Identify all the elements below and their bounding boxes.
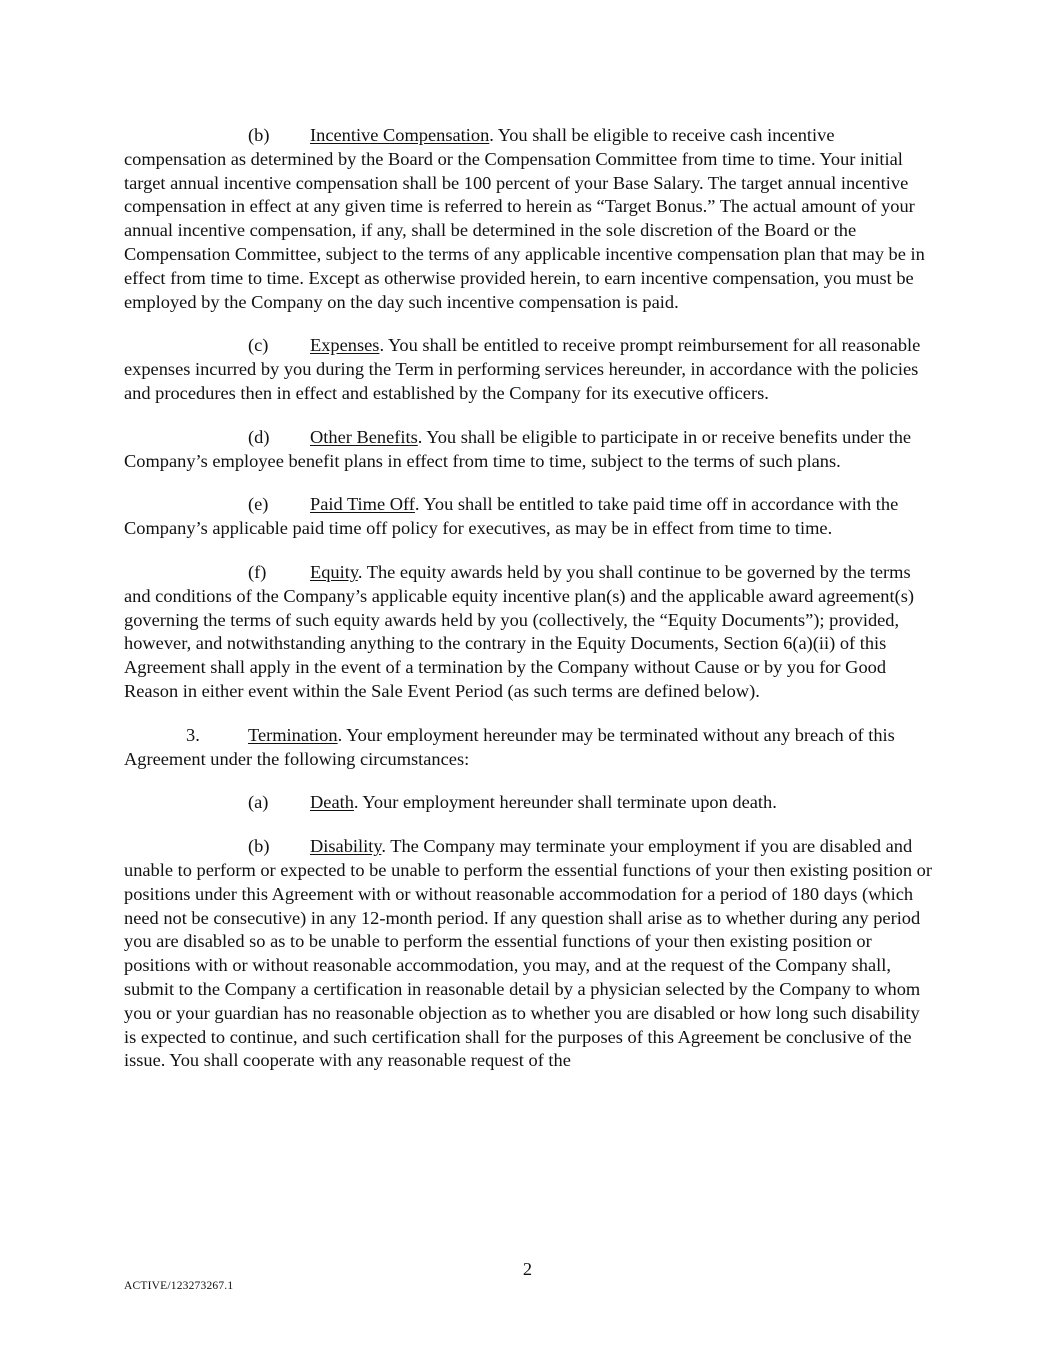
paragraph-2b-incentive-compensation xyxy=(124,124,932,314)
section-number: 3. xyxy=(186,724,200,745)
paragraph-label: (f) xyxy=(248,561,267,582)
paragraph-2f-equity xyxy=(124,561,932,704)
paragraph-text: . You shall be eligible to receive cash incentive compensation as determined by the Board or the Compensation Committee from time to time. Your initial target annual incentive compensation shall be 100 percent of your Base Salary. The target annual incentive compensation in effect at any given time is referred to herein as “Target Bonus.” The actual amount of your annual incentive compensation, if any, shall be determined in the sole discretion of the Board or the Compensation Committee, subject to the terms of any applicable incentive compensation plan that may be in effect from time to time. Except as otherwise provided herein, to earn incentive compensation, you must be employed by the Company on the day such incentive compensation is paid. xyxy=(124,125,925,312)
paragraph-3b-disability xyxy=(124,835,932,1073)
paragraph-heading: Other Benefits xyxy=(310,426,418,447)
paragraph-heading: Equity xyxy=(310,561,358,582)
paragraph-label: (e) xyxy=(248,494,269,515)
section-text: . Your employment hereunder may be terminated without any breach of this Agreement under the following circumstances: xyxy=(124,724,895,769)
paragraph-text: . You shall be entitled to receive prompt reimbursement for all reasonable expenses incurred by you during the Term in performing services hereunder, in accordance with the policies and procedures then in effect and established by the Company for its executive officers. xyxy=(124,335,921,403)
paragraph-label: (c) xyxy=(248,335,269,356)
paragraph-heading: Disability xyxy=(310,836,382,857)
paragraph-heading: Expenses xyxy=(310,335,380,356)
paragraph-3a-death xyxy=(124,791,932,815)
paragraph-2d-other-benefits xyxy=(124,426,932,474)
page-number: 2 xyxy=(522,1259,533,1279)
paragraph-label: (b) xyxy=(248,125,270,145)
paragraph-label: (a) xyxy=(248,792,269,813)
paragraph-text: . The equity awards held by you shall continue to be governed by the terms and conditions of the Company’s applicable equity incentive plan(s) and the applicable award agreement(s) governing the terms of such equity awards held by you (collectively, the “Equity Documents”); provided, however, and notwithstanding anything to the contrary in the Equity Documents, Section 6(a)(ii) of this Agreement shall apply in the event of a termination by the Company without Cause or by you for Good Reason in either event within the Sale Event Period (as such terms are defined below). xyxy=(124,561,915,701)
paragraph-2c-expenses xyxy=(124,334,932,405)
paragraph-heading: Incentive Compensation xyxy=(310,125,490,145)
document-page xyxy=(124,124,932,1093)
paragraph-label: (d) xyxy=(248,426,270,447)
paragraph-text: . The Company may terminate your employment if you are disabled and unable to perform or expected to be unable to perform the essential functions of your then existing position or positions under this Agreement with or without reasonable accommodation for a period of 180 days (which need not be consecutive) in any 12-month period. If any question shall arise as to whether during any period you are disabled so as to be unable to perform the essential functions of your then existing position or positions with or without reasonable accommodation, you may, and at the request of the Company shall, submit to the Company a certification in reasonable detail by a physician selected by the Company to whom you or your guardian has no reasonable objection as to whether you are disabled or how long such disability is expected to continue, and such certification shall for the purposes of this Agreement be conclusive of the issue. You shall cooperate with any reasonable request of the xyxy=(124,836,932,1071)
document-id: ACTIVE/123273267.1 xyxy=(124,1280,234,1292)
paragraph-label: (b) xyxy=(248,836,270,857)
section-heading: Termination xyxy=(248,724,338,745)
paragraph-text: . Your employment hereunder shall terminate upon death. xyxy=(353,792,777,813)
paragraph-text: . You shall be eligible to participate in or receive benefits under the Company’s employee benefit plans in effect from time to time, subject to the terms of such plans. xyxy=(124,426,912,471)
paragraph-2e-paid-time-off xyxy=(124,493,932,541)
paragraph-text: . You shall be entitled to take paid time off in accordance with the Company’s applicable paid time off policy for executives, as may be in effect from time to time. xyxy=(124,494,899,539)
paragraph-heading: Death xyxy=(310,792,354,813)
section-3-termination xyxy=(124,724,932,772)
paragraph-heading: Paid Time Off xyxy=(310,494,415,515)
